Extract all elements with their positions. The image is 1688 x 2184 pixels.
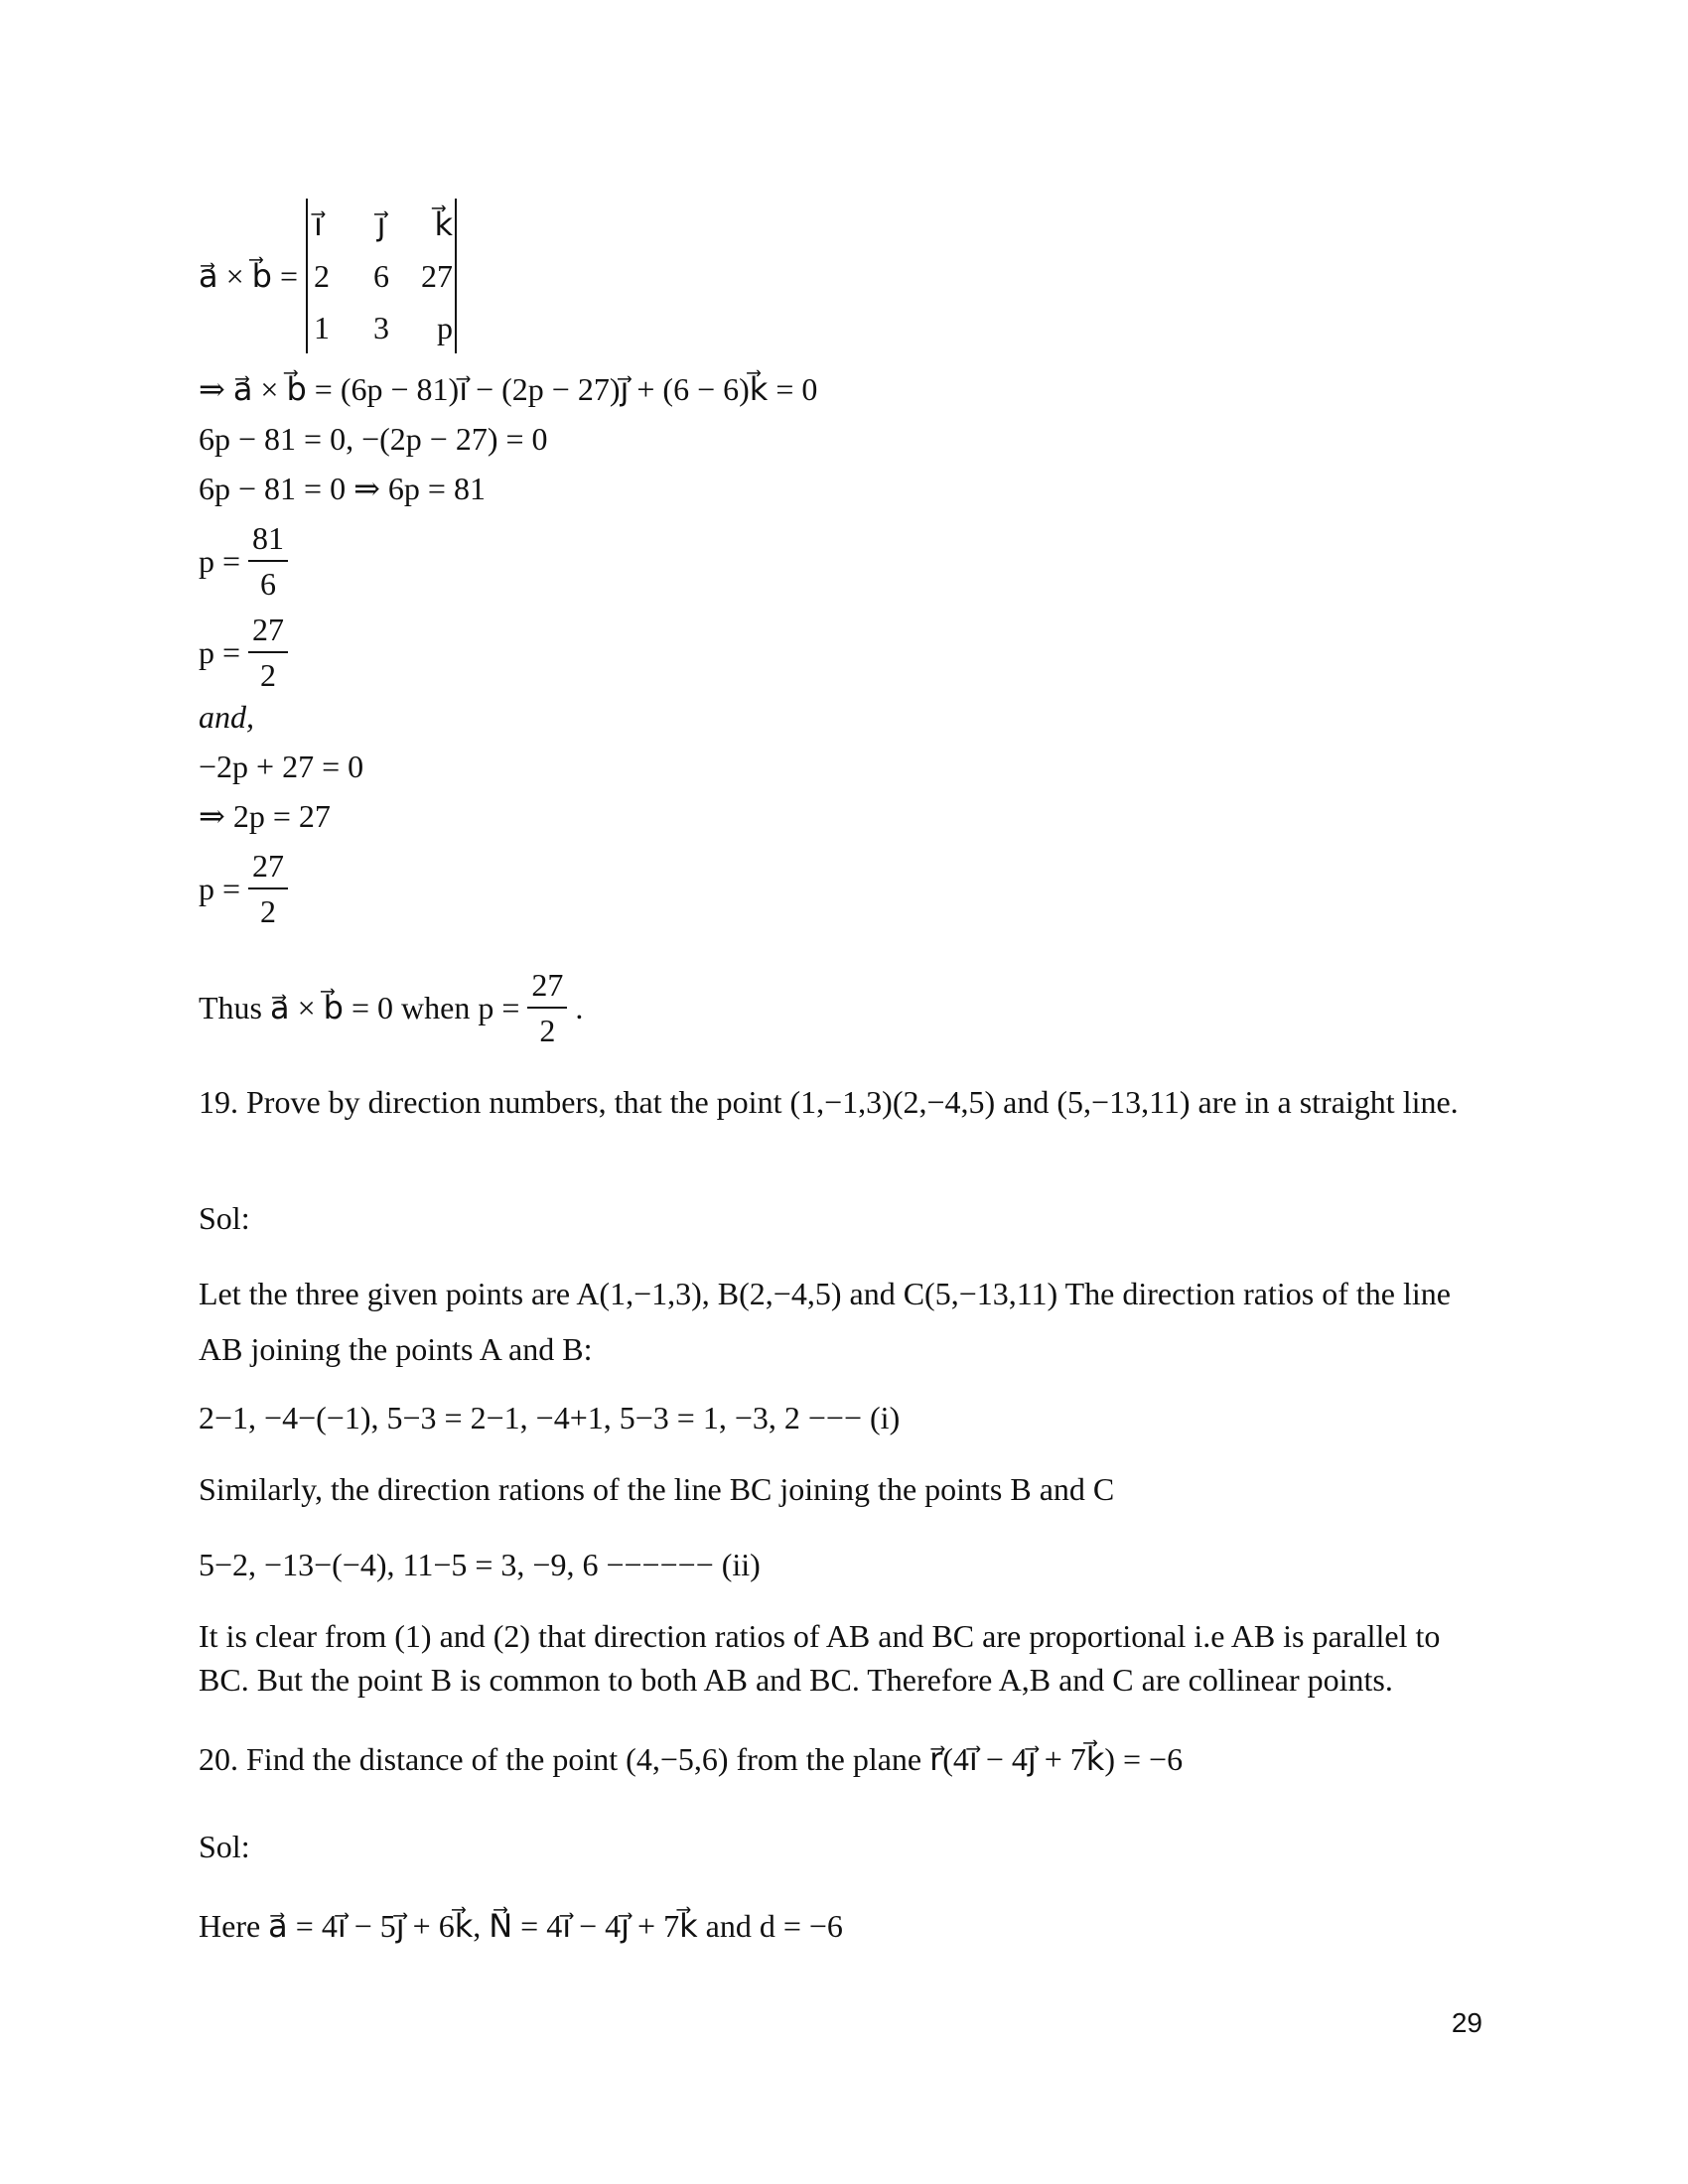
matrix-cell: k⃗ bbox=[434, 206, 454, 242]
denominator: 2 bbox=[539, 1013, 556, 1048]
matrix-cell: 1 bbox=[314, 310, 331, 345]
solution-label: Sol: bbox=[199, 1829, 250, 1864]
numerator: 81 bbox=[248, 516, 288, 562]
fraction bbox=[527, 963, 567, 1052]
solution-paragraph: It is clear from (1) and (2) that direction ratios of AB and BC are proportional i.e AB is parallel to BC. But the point B is common to both AB and BC. Therefore A,B and C are collinear points. bbox=[199, 1618, 1441, 1698]
solution-label: Sol: bbox=[199, 1200, 250, 1236]
numerator: 27 bbox=[248, 844, 288, 889]
question-19: 19. Prove by direction numbers, that the point (1,−1,3)(2,−4,5) and (5,−13,11) are in a straight line. bbox=[199, 1084, 1459, 1120]
numerator: 27 bbox=[248, 608, 288, 653]
determinant-row bbox=[314, 302, 453, 353]
solution-paragraph: Similarly, the direction rations of the line BC joining the points B and C bbox=[199, 1471, 1115, 1507]
fraction-lhs: p = bbox=[199, 634, 241, 670]
fraction bbox=[248, 516, 288, 606]
fraction-equation bbox=[199, 844, 288, 933]
denominator: 2 bbox=[260, 657, 277, 693]
matrix-cell: 2 bbox=[314, 258, 331, 294]
matrix-cell: 6 bbox=[373, 258, 390, 294]
conclusion-text: Thus a⃗ × b⃗ = 0 when p = bbox=[199, 990, 520, 1025]
fraction-lhs: p = bbox=[199, 871, 241, 906]
determinant-lhs: a⃗ × b⃗ = bbox=[199, 258, 299, 294]
equation-line: ⇒ a⃗ × b⃗ = (6p − 81)i⃗ − (2p − 27)j⃗ + (6 − 6)k⃗ = 0 bbox=[199, 371, 818, 407]
fraction-lhs: p = bbox=[199, 543, 241, 579]
denominator: 6 bbox=[260, 566, 277, 602]
conclusion-period: . bbox=[575, 990, 584, 1025]
fraction bbox=[248, 608, 288, 697]
equation-line: 6p − 81 = 0, −(2p − 27) = 0 bbox=[199, 421, 548, 457]
fraction bbox=[248, 844, 288, 933]
equation-line: 6p − 81 = 0 ⇒ 6p = 81 bbox=[199, 471, 486, 506]
equation-line: ⇒ 2p = 27 bbox=[199, 798, 331, 834]
equation-line: 5−2, −13−(−4), 11−5 = 3, −9, 6 −−−−−− (ii) bbox=[199, 1547, 761, 1582]
numerator: 27 bbox=[527, 963, 567, 1009]
denominator: 2 bbox=[260, 893, 277, 929]
page-number: 29 bbox=[1451, 2007, 1482, 2038]
determinant-row bbox=[314, 199, 453, 250]
cross-product-determinant bbox=[199, 199, 457, 353]
matrix-cell: i⃗ bbox=[314, 206, 323, 242]
matrix-cell: p bbox=[437, 310, 454, 345]
conclusion-line bbox=[199, 963, 583, 1052]
and-text: and, bbox=[199, 699, 254, 735]
fraction-equation bbox=[199, 608, 288, 697]
matrix-cell: j⃗ bbox=[376, 206, 386, 242]
question-20: 20. Find the distance of the point (4,−5,6) from the plane r⃗(4i⃗ − 4j⃗ + 7k⃗) = −6 bbox=[199, 1741, 1184, 1777]
matrix-cell: 3 bbox=[373, 310, 390, 345]
determinant-matrix bbox=[306, 199, 457, 353]
solution-paragraph: Here a⃗ = 4i⃗ − 5j⃗ + 6k⃗, N⃗ = 4i⃗ − 4j⃗ + 7k⃗ and d = −6 bbox=[199, 1908, 843, 1944]
matrix-cell: 27 bbox=[421, 258, 454, 294]
equation-line: 2−1, −4−(−1), 5−3 = 2−1, −4+1, 5−3 = 1, −3, 2 −−− (i) bbox=[199, 1400, 901, 1435]
fraction-equation bbox=[199, 516, 288, 606]
solution-paragraph: Let the three given points are A(1,−1,3), B(2,−4,5) and C(5,−13,11) The direction ratios of the line AB joining the points A and B: bbox=[199, 1276, 1451, 1367]
equation-line: −2p + 27 = 0 bbox=[199, 749, 364, 784]
determinant-row bbox=[314, 250, 453, 302]
